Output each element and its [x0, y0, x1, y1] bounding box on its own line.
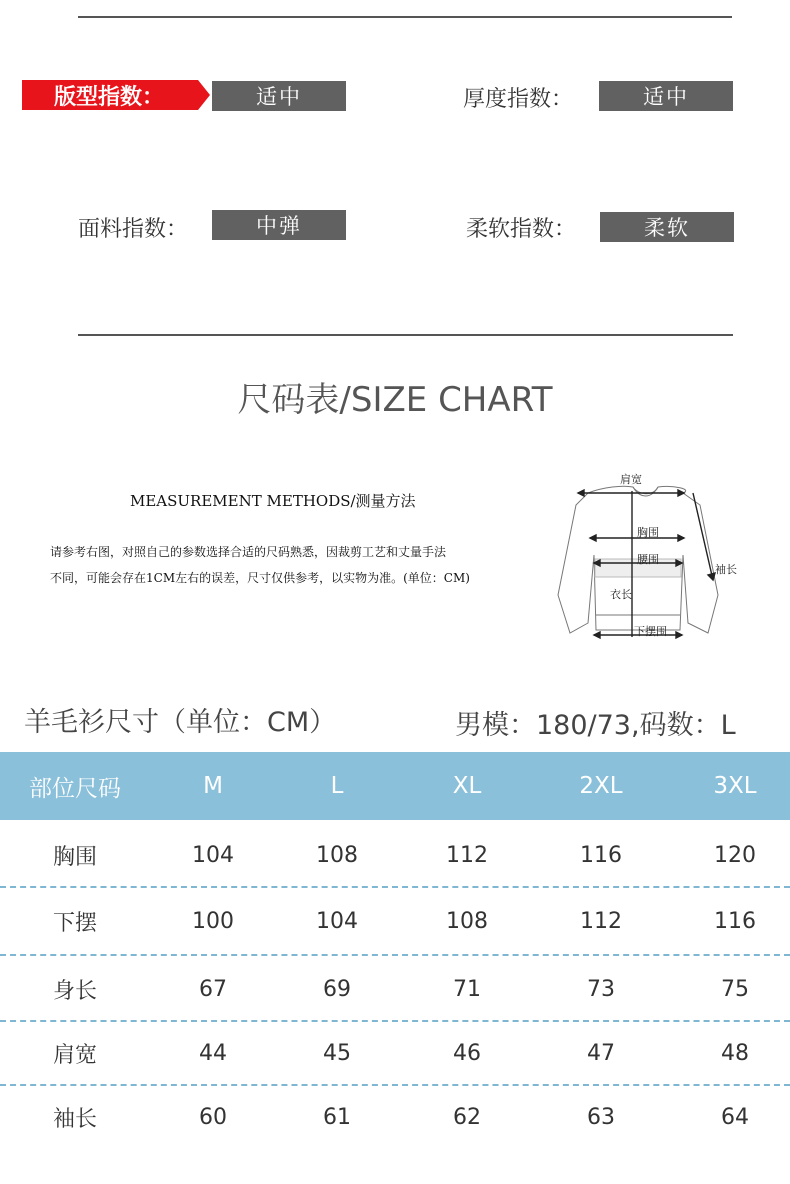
row-label: 下摆	[52, 910, 97, 936]
fit-index-value: 适中	[212, 81, 346, 111]
column-header-l: L	[330, 773, 344, 799]
measurement-note-line-1: 请参考右图，对照自己的参数选择合适的尺码熟悉，因裁剪工艺和丈量手法	[50, 545, 447, 559]
model-size-heading: 男模：180/73,码数：L	[455, 710, 736, 741]
table-cell: 71	[453, 976, 481, 1002]
column-header-xl: XL	[452, 773, 482, 799]
hem-label: 下摆围	[634, 625, 667, 638]
table-cell: 46	[453, 1040, 481, 1066]
table-cell: 112	[446, 842, 488, 868]
size-unit-heading: 羊毛衫尺寸（单位：CM）	[24, 707, 337, 738]
length-label: 衣长	[610, 588, 632, 601]
measurement-note-line-2: 不同，可能会存在1CM左右的误差，尺寸仅供参考，以实物为准。(单位：CM)	[50, 571, 470, 585]
table-cell: 64	[721, 1104, 749, 1130]
table-cell: 45	[323, 1040, 351, 1066]
top-divider	[78, 16, 732, 18]
table-cell: 120	[714, 842, 756, 868]
table-cell: 116	[580, 842, 622, 868]
size-table-header	[0, 752, 790, 820]
table-row	[0, 888, 790, 954]
table-cell: 60	[199, 1104, 227, 1130]
column-header-3xl: 3XL	[713, 773, 757, 799]
table-row	[0, 956, 790, 1022]
table-cell: 104	[316, 908, 358, 934]
softness-index-value: 柔软	[600, 212, 734, 242]
measurement-methods-title: MEASUREMENT METHODS/测量方法	[130, 492, 416, 510]
shoulder-label: 肩宽	[620, 473, 642, 486]
row-label: 身长	[52, 978, 97, 1004]
table-cell: 63	[587, 1104, 615, 1130]
column-header-2xl: 2XL	[579, 773, 623, 799]
row-label: 肩宽	[52, 1042, 97, 1068]
size-chart-title: 尺码表/SIZE CHART	[237, 380, 553, 420]
table-row	[0, 1084, 790, 1150]
table-cell: 100	[192, 908, 234, 934]
thickness-index-label: 厚度指数：	[463, 87, 574, 112]
table-cell: 108	[446, 908, 488, 934]
middle-divider	[78, 334, 733, 336]
table-cell: 69	[323, 976, 351, 1002]
table-cell: 73	[587, 976, 615, 1002]
table-cell: 61	[323, 1104, 351, 1130]
row-label: 袖长	[52, 1106, 97, 1132]
table-cell: 108	[316, 842, 358, 868]
column-header-part: 部位尺码	[29, 775, 121, 802]
table-cell: 67	[199, 976, 227, 1002]
fit-index-label: 版型指数：	[22, 80, 198, 110]
thickness-index-value: 适中	[599, 81, 733, 111]
table-cell: 104	[192, 842, 234, 868]
waist-label: 腰围	[637, 553, 659, 566]
fabric-index-label: 面料指数：	[78, 217, 189, 242]
table-cell: 62	[453, 1104, 481, 1130]
sleeve-label: 袖长	[715, 563, 737, 576]
table-cell: 112	[580, 908, 622, 934]
table-cell: 44	[199, 1040, 227, 1066]
sweater-measurement-diagram	[548, 465, 790, 650]
row-label: 胸围	[52, 844, 97, 870]
fabric-index-value: 中弹	[212, 210, 346, 240]
table-cell: 75	[721, 976, 749, 1002]
table-cell: 48	[721, 1040, 749, 1066]
table-cell: 47	[587, 1040, 615, 1066]
table-cell: 116	[714, 908, 756, 934]
softness-index-label: 柔软指数：	[466, 217, 577, 242]
sweater-outline-icon	[548, 465, 790, 650]
column-header-m: M	[203, 773, 223, 799]
table-row	[0, 822, 790, 888]
table-row	[0, 1020, 790, 1086]
chest-label: 胸围	[637, 526, 659, 539]
